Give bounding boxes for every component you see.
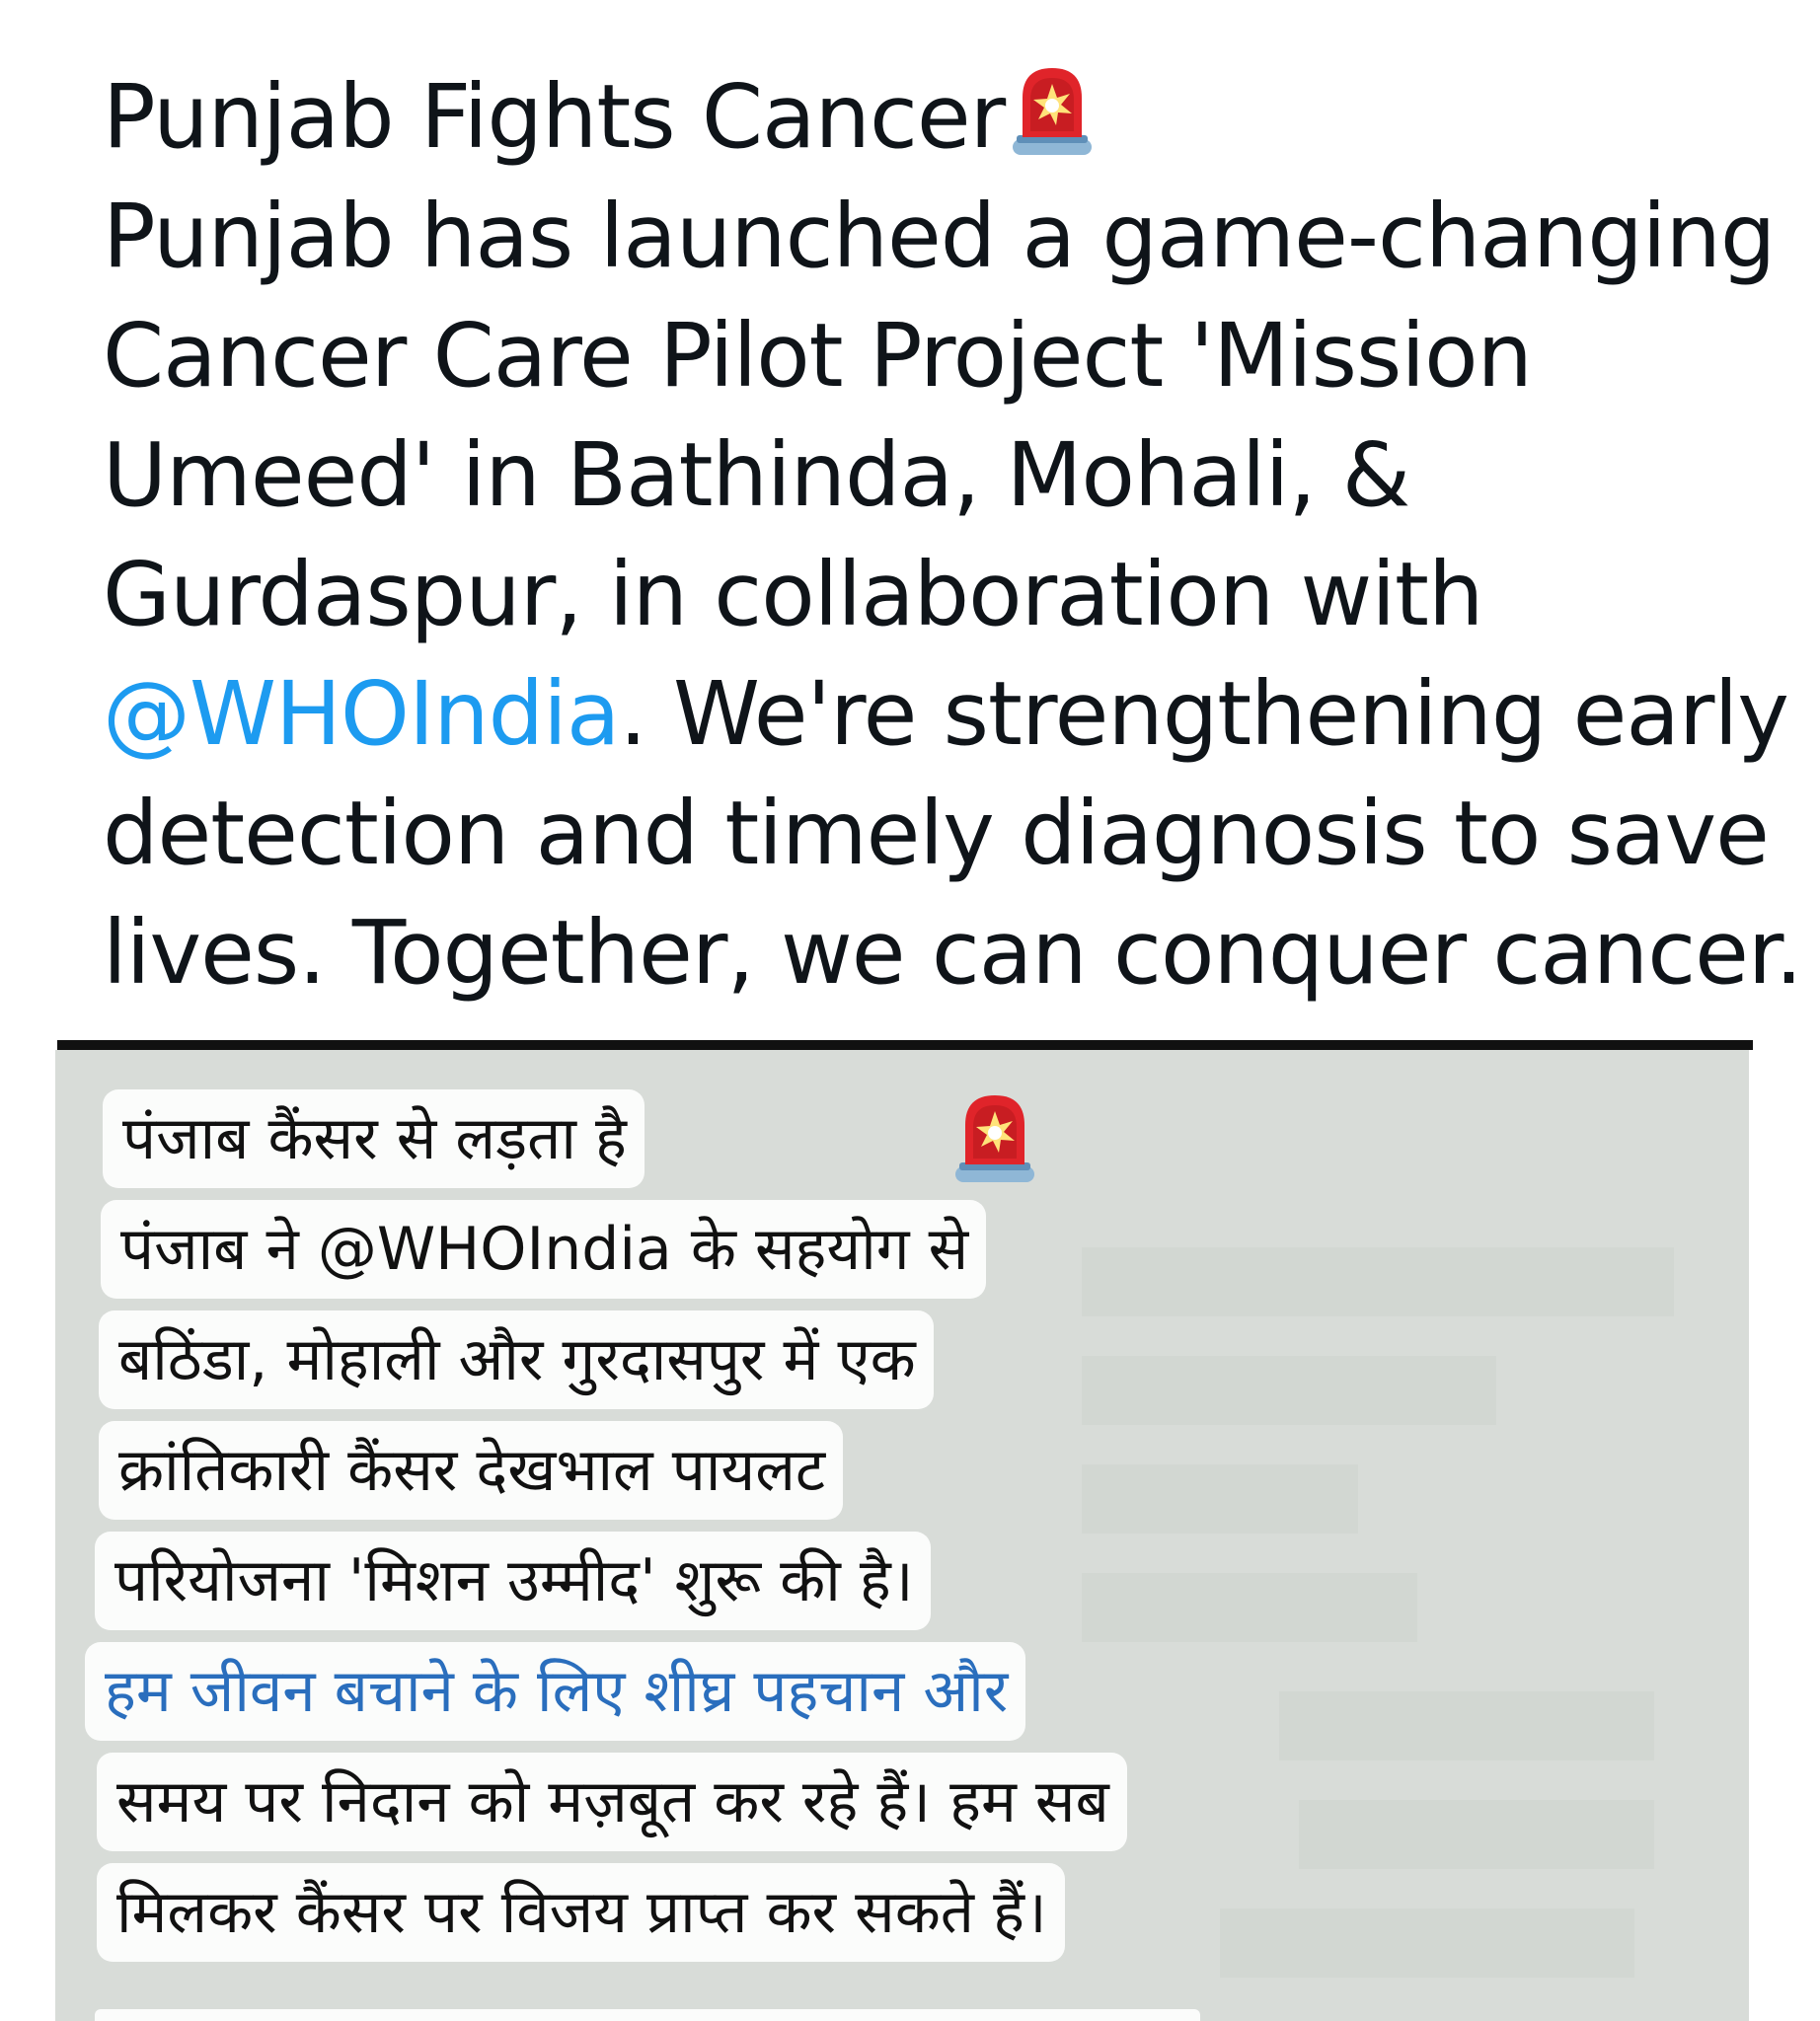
translation-line: पंजाब कैंसर से लड़ता है [103, 1089, 645, 1188]
tweet-line: Cancer Care Pilot Project 'Mission [103, 304, 1532, 407]
divider [57, 1040, 1753, 1050]
tweet-line-rest: . We're strengthening early [619, 662, 1788, 765]
tweet-line: lives. Together, we can conquer cancer. [103, 901, 1802, 1004]
tweet-line: detection and timely diagnosis to save [103, 782, 1769, 884]
translation-line: मिलकर कैंसर पर विजय प्राप्त कर सकते हैं। [97, 1863, 1065, 1962]
faded-background-shape [1220, 1909, 1634, 1978]
faded-background-shape [1082, 1356, 1496, 1425]
faded-background-shape [1299, 1800, 1654, 1869]
translation-line: बठिंडा, मोहाली और गुरदासपुर में एक [99, 1310, 934, 1409]
cropped-line [95, 2009, 1200, 2021]
translation-line-highlight: हम जीवन बचाने के लिए शीघ्र पहचान और [85, 1642, 1025, 1741]
police-car-light-icon [951, 1089, 1038, 1186]
faded-background-shape [1082, 1247, 1674, 1316]
tweet-title: Punjab Fights Cancer [103, 65, 1006, 168]
faded-background-shape [1082, 1464, 1358, 1534]
translation-line: परियोजना 'मिशन उम्मीद' शुरू की है। [95, 1532, 931, 1630]
translation-line: पंजाब ने @WHOIndia के सहयोग से [101, 1200, 986, 1299]
police-car-light-icon [1009, 62, 1096, 159]
tweet-text [103, 57, 1802, 1012]
translation-line: क्रांतिकारी कैंसर देखभाल पायलट [99, 1421, 843, 1520]
faded-background-shape [1279, 1691, 1654, 1760]
faded-background-shape [1082, 1573, 1417, 1642]
tweet-line: Gurdaspur, in collaboration with [103, 543, 1483, 645]
tweet-title-line [103, 57, 1761, 177]
tweet-line [103, 654, 1788, 774]
mention-link[interactable]: @WHOIndia [103, 662, 620, 765]
translation-panel [55, 1050, 1749, 2021]
tweet-line: Umeed' in Bathinda, Mohali, & [103, 423, 1410, 526]
translation-line: समय पर निदान को मज़बूत कर रहे हैं। हम सब [97, 1753, 1127, 1851]
tweet-line: Punjab has launched a game-changing [103, 185, 1776, 287]
